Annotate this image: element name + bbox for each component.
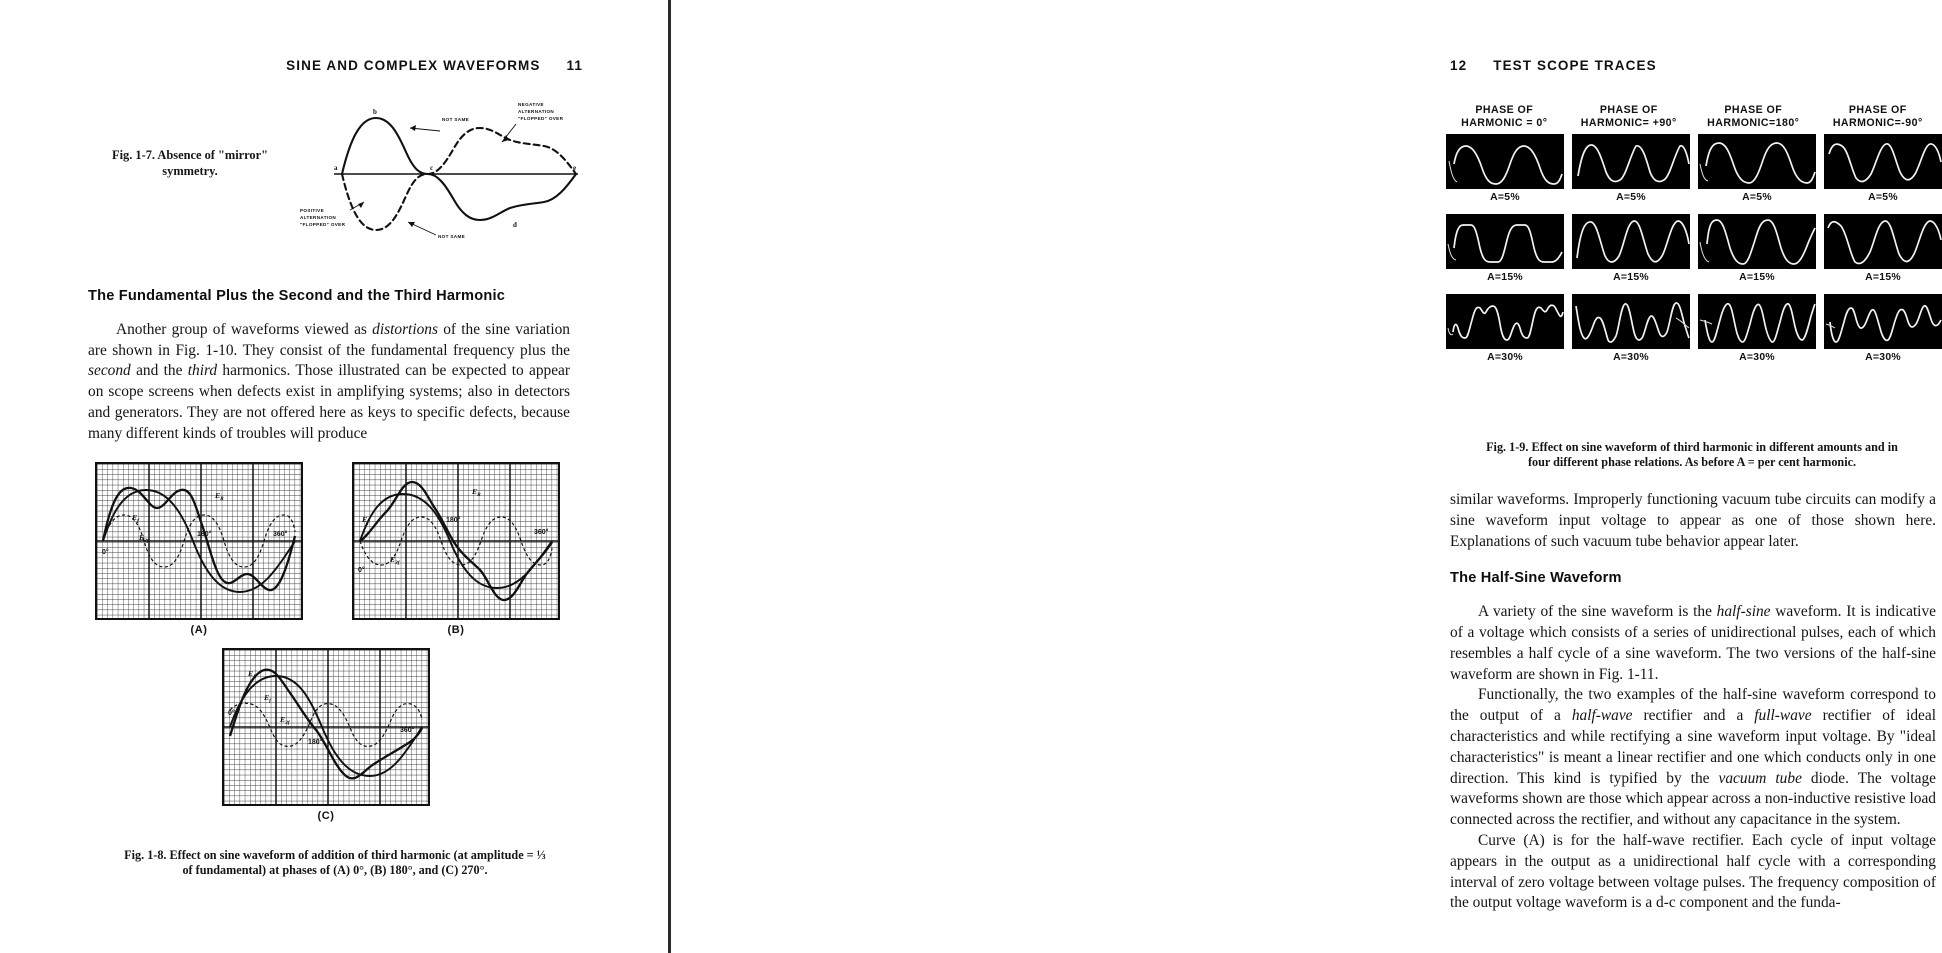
annotation-positive-line3: "FLOPPED" OVER — [300, 222, 346, 227]
label-e3f-a: $E_{3f}$ — [139, 533, 149, 545]
scope-amp-r0c3: A=5% — [1868, 192, 1898, 203]
figure-1-8-panel-b — [352, 462, 560, 636]
scope-trace-r0c3 — [1829, 144, 1941, 182]
label-er-c: $E_R$ — [248, 669, 257, 681]
left-section-heading: The Fundamental Plus the Second and the Third Harmonic — [88, 288, 506, 304]
scope-retrace-r0c2 — [1700, 164, 1708, 181]
annotation-not-same-top: NOT SAME — [442, 117, 470, 122]
axis-label-0-c: 0° — [228, 710, 235, 717]
label-er-b: $E_R$ — [472, 487, 481, 499]
figure-1-8-panel-b-sublabel: (B) — [447, 624, 465, 636]
left-running-head-title: SINE AND COMPLEX WAVEFORMS — [286, 58, 541, 73]
arrowhead-positive-alt — [358, 202, 364, 208]
scope-amp-r1c3: A=15% — [1865, 272, 1901, 283]
figure-1-9-col-header-3: PHASE OF HARMONIC=-90° — [1832, 104, 1923, 129]
left-page — [0, 0, 668, 953]
axis-label-0-a: 0° — [102, 549, 109, 556]
right-section-heading: The Half-Sine Waveform — [1450, 570, 1622, 587]
annotation-negative-line2: ALTERNATION — [518, 109, 555, 114]
figure-1-8-caption — [94, 848, 576, 878]
arrowhead-not-same-top — [410, 125, 416, 131]
scope-amp-r2c3: A=30% — [1865, 352, 1901, 363]
scope-cell-r0c2 — [1698, 134, 1816, 210]
scope-cell-r1c3 — [1824, 214, 1942, 290]
scope-amp-r2c0: A=30% — [1487, 352, 1523, 363]
scope-cell-r0c3 — [1824, 134, 1942, 210]
scope-screen-r2c2 — [1698, 294, 1816, 349]
scope-screen-r0c1 — [1572, 134, 1690, 189]
figure-1-9-col-header-0: PHASE OF HARMONIC = 0° — [1461, 104, 1548, 129]
scope-amp-r0c2: A=5% — [1742, 192, 1772, 203]
scope-trace-r2c2 — [1705, 304, 1815, 342]
figure-1-7-diagram — [288, 96, 588, 248]
scope-screen-r1c1 — [1572, 214, 1690, 269]
left-text-column — [88, 286, 570, 445]
scope-cell-r2c1 — [1572, 294, 1690, 370]
left-page-folio: 11 — [566, 58, 583, 73]
figure-1-8-panel-c-svg — [224, 650, 428, 804]
scope-cell-r0c1 — [1572, 134, 1690, 210]
label-e3f-b: $E_{3f}$ — [390, 555, 400, 567]
scope-screen-r1c3 — [1824, 214, 1942, 269]
label-ef-b: $E_f$ — [362, 515, 369, 527]
point-label-a: a — [334, 164, 338, 172]
scope-trace-r0c2 — [1706, 143, 1815, 183]
scope-screen-r2c1 — [1572, 294, 1690, 349]
figure-1-9-caption-line2: four different phase relations. As before A = per cent harmonic. — [1527, 455, 1857, 470]
figure-1-9-row-0 — [1446, 134, 1936, 210]
dashed-waveform-path — [342, 128, 576, 230]
right-paragraph-2: A variety of the sine waveform is the half-sine waveform. It is indicative of a voltage which consists of a series of unidirectional pulses, each of which resembles a half cycle of a sine waveform. The two versions of the half-sine waveform are shown in Fig. 1-11. — [1450, 603, 1936, 683]
axis-label-0-b: 0° — [358, 567, 365, 574]
axis-label-180-a: 180° — [197, 531, 212, 538]
scope-trace-r1c0 — [1454, 225, 1562, 262]
figure-1-7-caption-line1: Fig. 1-7. Absence of "mirror" — [112, 148, 268, 162]
annotation-negative-line1: NEGATIVE — [518, 102, 544, 107]
figure-1-9-matrix — [1446, 104, 1936, 370]
figure-1-7-caption — [100, 148, 280, 179]
scope-trace-r2c3 — [1830, 306, 1941, 342]
arrowhead-negative-alt — [502, 135, 509, 142]
scope-screen-r1c0 — [1446, 214, 1564, 269]
scope-trace-r1c2 — [1707, 220, 1815, 264]
scope-trace-r0c0 — [1454, 146, 1562, 184]
point-label-c: c — [430, 164, 434, 172]
figure-1-9-caption-line1: Fig. 1-9. Effect on sine waveform of third harmonic in different amounts and in — [1486, 440, 1898, 454]
scope-retrace-r1c2 — [1700, 242, 1709, 262]
scope-screen-r2c3 — [1824, 294, 1942, 349]
scope-trace-r1c3 — [1828, 221, 1941, 264]
scope-screen-r2c0 — [1446, 294, 1564, 349]
scope-amp-r1c1: A=15% — [1613, 272, 1649, 283]
point-label-d: d — [513, 221, 517, 229]
scope-screen-r1c2 — [1698, 214, 1816, 269]
scope-amp-r2c2: A=30% — [1739, 352, 1775, 363]
scope-trace-r2c1 — [1576, 303, 1689, 342]
annotation-positive-line1: POSITIVE — [300, 208, 324, 213]
annotation-positive-line2: ALTERNATION — [300, 215, 337, 220]
label-ef-a: $E_f$ — [132, 513, 139, 525]
scope-screen-r0c0 — [1446, 134, 1564, 189]
annotation-negative-line3: "FLOPPED" OVER — [518, 116, 564, 121]
right-paragraph-4: Curve (A) is for the half-wave rectifier. Each cycle of input voltage appears in the output as a unidirectional half cycle with a corresponding interval of zero voltage between voltage pulses. The frequency composition of the output voltage waveform is a d-c component and the funda- — [1450, 831, 1936, 912]
figure-1-9-col-header-1: PHASE OF HARMONIC= +90° — [1580, 104, 1677, 129]
scope-retrace-r0c0 — [1449, 161, 1457, 182]
scope-amp-r0c0: A=5% — [1490, 192, 1520, 203]
left-running-head — [286, 58, 583, 73]
scope-cell-r1c1 — [1572, 214, 1690, 290]
scope-cell-r2c0 — [1446, 294, 1564, 370]
right-paragraph-1: similar waveforms. Improperly functioning vacuum tube circuits can modify a sine waveform input voltage to appear as one of those shown here. Explanations of such vacuum tube behavior appear later. — [1450, 491, 1936, 550]
figure-1-9-caption — [1450, 440, 1934, 470]
figure-1-9-row-2 — [1446, 294, 1936, 370]
scope-amp-r1c2: A=15% — [1739, 272, 1775, 283]
axis-label-360-a: 360° — [273, 531, 288, 538]
scope-amp-r1c0: A=15% — [1487, 272, 1523, 283]
figure-1-8-caption-line1: Fig. 1-8. Effect on sine waveform of addition of third harmonic (at amplitude = ⅓ — [124, 848, 546, 862]
scope-trace-r2c0 — [1453, 305, 1563, 340]
point-label-e: e — [573, 164, 577, 172]
axis-label-180-c: 180° — [308, 739, 323, 746]
right-running-head-title: TEST SCOPE TRACES — [1493, 58, 1657, 73]
figure-1-8-panel-a — [95, 462, 303, 636]
scope-cell-r1c0 — [1446, 214, 1564, 290]
figure-1-8-panel-b-svg — [354, 464, 558, 618]
solid-waveform-path — [342, 118, 576, 220]
scope-trace-r1c1 — [1577, 221, 1689, 262]
right-page-folio: 12 — [1450, 58, 1468, 73]
scope-cell-r1c2 — [1698, 214, 1816, 290]
figure-1-8-panel-c-frame — [222, 648, 430, 806]
figure-1-8-panel-c-sublabel: (C) — [317, 810, 335, 822]
axis-label-360-b: 360° — [534, 529, 549, 536]
figure-1-8-panel-a-sublabel: (A) — [190, 624, 208, 636]
right-text-column — [1450, 490, 1936, 914]
scope-cell-r2c2 — [1698, 294, 1816, 370]
axis-label-360-c: 360° — [400, 727, 415, 734]
figure-1-9-col-header-2: PHASE OF HARMONIC=180° — [1707, 104, 1800, 129]
right-page — [668, 0, 1936, 953]
figure-1-7-caption-line2: symmetry. — [162, 163, 218, 178]
figure-1-9-row-1 — [1446, 214, 1936, 290]
axis-label-180-b: 180° — [446, 517, 461, 524]
right-paragraph-3: Functionally, the two examples of the half-sine waveform correspond to the output of a half-wave rectifier and a full-wave rectifier of ideal characteristics and while rectifying a sine waveform input voltage. By "ideal characteristics" is meant a linear rectifier and one which conducts only in one direction. This kind is typified by the vacuum tube diode. The voltage waveforms shown are those which appear across a non-inductive resistive load connected across the rectifier, and without any capacitance in the system. — [1450, 686, 1936, 829]
point-label-b: b — [373, 108, 377, 116]
right-running-head — [1450, 58, 1657, 73]
label-e3f-c: $E_{3f}$ — [280, 715, 290, 727]
left-paragraph-1: Another group of waveforms viewed as distortions of the sine variation are shown in Fig. 1-10. They consist of the fundamental frequency plus the second and the third harmonics. Those illustrated can be expected to appear on scope screens when defects exist in amplifying systems; also in detectors and generators. They are not offered here as keys to specific defects, because many different kinds of troubles will produce — [88, 320, 571, 442]
figure-1-9-header-row — [1446, 104, 1936, 130]
scope-cell-r0c0 — [1446, 134, 1564, 210]
figure-1-8-panel-c — [222, 648, 430, 822]
scope-trace-r0c1 — [1578, 145, 1689, 182]
scope-screen-r0c2 — [1698, 134, 1816, 189]
scope-amp-r2c1: A=30% — [1613, 352, 1649, 363]
scope-cell-r2c3 — [1824, 294, 1942, 370]
label-er-a: $E_R$ — [215, 491, 224, 503]
figure-1-8-panel-b-frame — [352, 462, 560, 620]
annotation-not-same-bottom: NOT SAME — [438, 234, 466, 239]
scope-amp-r0c1: A=5% — [1616, 192, 1646, 203]
figure-1-8-caption-line2: of fundamental) at phases of (A) 0°, (B) 180°, and (C) 270°. — [182, 863, 488, 878]
label-ef-c: $E_f$ — [264, 693, 271, 705]
figure-1-8-panel-a-frame — [95, 462, 303, 620]
figure-1-8-panel-a-svg — [97, 464, 301, 618]
scope-screen-r0c3 — [1824, 134, 1942, 189]
